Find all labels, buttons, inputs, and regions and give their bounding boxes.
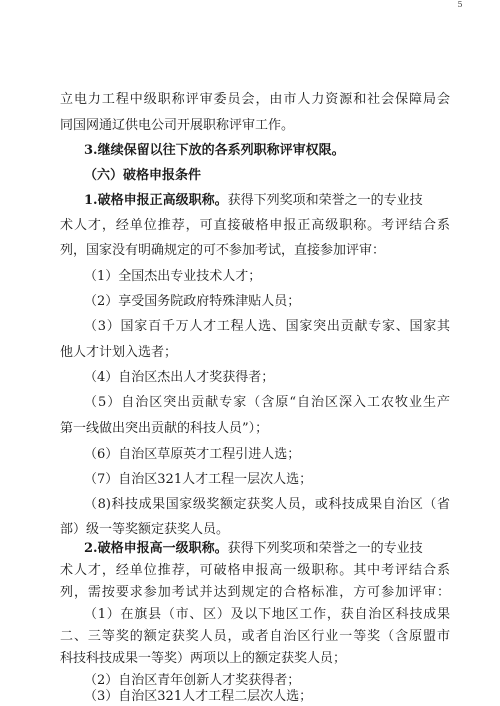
body-text: 获得下列奖项和荣誉之一的专业技 [227,193,423,208]
list-item: （3）自治区321人才工程二层次人选； [84,689,313,704]
body-line: 立电力工程中级职称评审委员会，由市人力资源和社会保障局会 [60,92,450,107]
body-line [84,540,450,557]
subsection-heading: 2.破格申报高一级职称。 [84,541,228,556]
body-line: 术人才，经单位推荐，可破格申报高一级职称。其中考评结合系 [60,563,450,578]
list-item: （2）享受国务院政府特殊津贴人员； [84,294,301,309]
list-item: （7）自治区321人才工程一层次人选； [84,472,313,487]
list-item: （4）自治区杰出人才奖获得者； [84,370,275,385]
subsection-heading: 1.破格申报正高级职称。 [84,193,228,208]
list-item: （8)科技成果国家级奖额定获奖人员，或科技成果自治区（省 [84,497,450,512]
body-line: 同国网通辽供电公司开展职称评审工作。 [60,118,295,133]
body-line: 列，需按要求参加考试并达到规定的合格标准，方可参加评审： [60,585,450,600]
section-heading: 3.继续保留以往下放的各系列职称评审权限。 [84,143,345,158]
page-number: 5 [457,0,463,9]
body-line: 列，国家没有明确规定的可不参加考试，直接参加评审： [60,243,386,258]
list-item-continuation: 部）级一等奖额定获奖人员。 [60,522,230,537]
list-item-continuation: 二、三等奖的额定获奖人员，或者自治区行业一等奖（含原盟市 [60,629,450,644]
body-text: 获得下列奖项和荣誉之一的专业技 [227,541,423,556]
list-item: （1）在旗县（市、区）及以下地区工作，获自治区科技成果 [84,607,450,622]
body-line: 术人才，经单位推荐，可直接破格申报正高级职称。考评结合系 [60,218,450,233]
list-item: （3）国家百千万人才工程人选、国家突出贡献专家、国家其 [84,319,450,334]
list-item: （6）自治区草原英才工程引进人选； [84,447,301,462]
list-item-continuation: 他人才计划入选者； [60,345,178,360]
list-item: （1）全国杰出专业技术人才； [84,269,262,284]
list-item: （2）自治区青年创新人才奖获得者； [84,673,301,688]
body-line [84,192,450,209]
list-item-continuation: 科技科技成果一等奖）两项以上的额定获奖人员； [60,651,347,666]
list-item: （5）自治区突出贡献专家（含原“自治区深入工农牧业生产 [84,395,450,410]
section-heading: （六）破格申报条件 [84,168,202,183]
list-item-continuation: 第一线做出突出贡献的科技人员”）； [60,421,269,436]
